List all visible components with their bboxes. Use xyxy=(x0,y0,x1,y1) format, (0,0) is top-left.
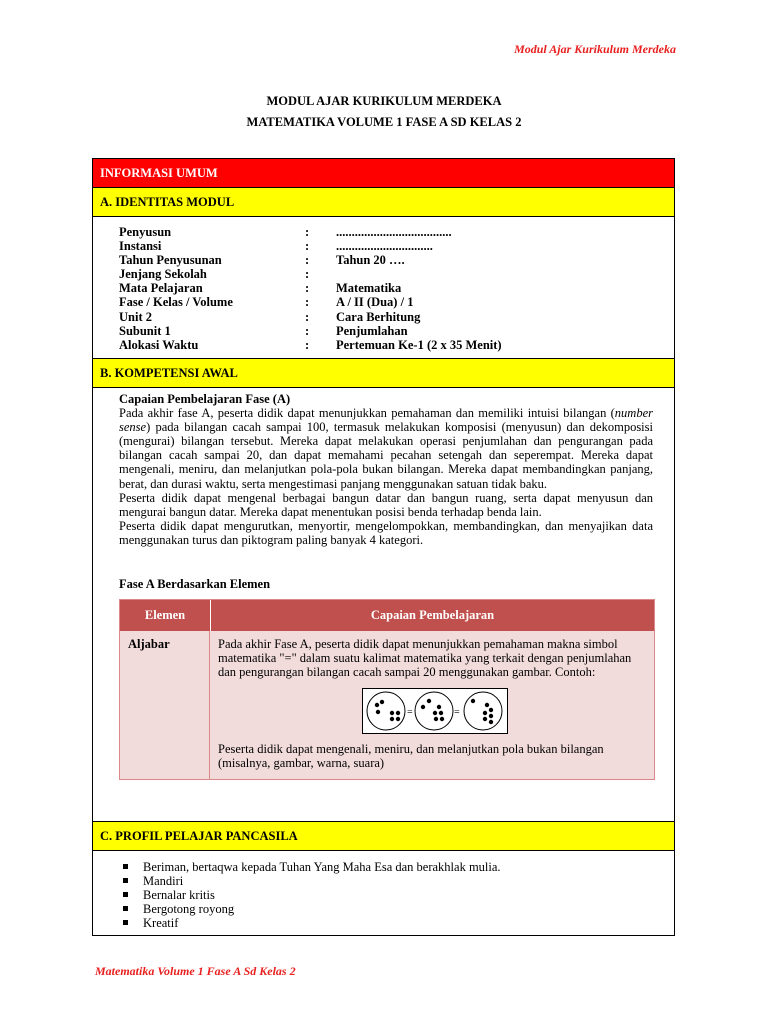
identitas-value: ..................................... xyxy=(336,225,452,239)
list-item: Bergotong royong xyxy=(119,902,501,916)
identitas-colon: : xyxy=(305,295,310,310)
identitas-row xyxy=(119,267,502,281)
capaian-paragraph: Peserta didik dapat mengurutkan, menyortir, mengelompokkan, membandingkan, dan menyajikan data menggunakan turus dan piktogram paling banyak 4 kategori. xyxy=(119,518,653,547)
dot-group-circle xyxy=(367,692,405,730)
list-item: Mandiri xyxy=(119,874,501,888)
dot xyxy=(396,717,400,721)
capaian-section xyxy=(119,392,653,547)
identitas-label: Subunit 1 xyxy=(119,323,171,338)
capaian-heading: Capaian Pembelajaran Fase (A) xyxy=(119,392,291,406)
identitas-row xyxy=(119,324,502,338)
dot xyxy=(380,700,384,704)
identitas-label: Jenjang Sekolah xyxy=(119,267,207,282)
fase-heading: Fase A Berdasarkan Elemen xyxy=(119,577,271,591)
identitas-label: Tahun Penyusunan xyxy=(119,253,222,268)
dot xyxy=(433,711,437,715)
list-item: Bernalar kritis xyxy=(119,888,501,902)
module-info-box xyxy=(92,158,675,936)
identitas-colon: : xyxy=(305,281,310,296)
identitas-value: Cara Berhitung xyxy=(336,309,421,324)
table-header-elemen: Elemen xyxy=(120,600,211,631)
elemen-table xyxy=(119,599,655,780)
dot xyxy=(437,705,441,709)
list-item: Beriman, bertaqwa kepada Tuhan Yang Maha Esa dan berakhlak mulia. xyxy=(119,860,501,874)
dot xyxy=(390,711,394,715)
dot xyxy=(483,711,487,715)
capaian-paragraph: Peserta didik dapat mengenal berbagai bangun datar dan bangun ruang, serta dapat menyusun dan mengurai bangun datar. Mereka dapat menentukan posisi benda terhadap benda lain. xyxy=(119,490,653,519)
identitas-label: Penyusun xyxy=(119,225,172,239)
identitas-colon: : xyxy=(305,267,310,282)
identitas-row xyxy=(119,338,502,352)
identitas-value: ............................... xyxy=(336,239,433,254)
dot xyxy=(489,708,493,712)
equals-sign: = xyxy=(454,707,460,719)
identitas-value: Matematika xyxy=(336,281,402,296)
table-header-capaian: Capaian Pembelajaran xyxy=(370,608,495,622)
dot xyxy=(375,703,379,707)
section-a-heading: A. IDENTITAS MODUL xyxy=(93,188,674,217)
dot xyxy=(434,717,438,721)
identitas-list xyxy=(119,225,502,352)
document-title: MODUL AJAR KURIKULUM MERDEKA xyxy=(266,94,502,108)
identitas-colon: : xyxy=(305,239,310,254)
identitas-label: Fase / Kelas / Volume xyxy=(119,295,233,310)
identitas-value: Pertemuan Ke-1 (2 x 35 Menit) xyxy=(336,337,502,352)
identitas-colon: : xyxy=(305,323,310,338)
identitas-colon: : xyxy=(305,309,310,324)
capaian-text: ) pada bilangan cacah sampai 100, termasuk melakukan komposisi (menyusun) dan dekomposisi (mengurai) bilangan tersebut. Mereka dapat melakukan operasi penjumlahan dan pengurangan pada bilangan cacah sampai 20, dan dapat memahami pecahan setengah dan seperempat. Mereka dapat mengenali, meniru, dan melanjutkan pola-pola bukan bilangan. Mereka dapat membandingkan panjang, berat, dan durasi waktu, serta mengestimasi panjang menggunakan satuan tidak baku. xyxy=(119,420,653,491)
dot xyxy=(427,699,431,703)
dot xyxy=(439,711,443,715)
identitas-label: Unit 2 xyxy=(119,309,152,324)
document-subtitle: MATEMATIKA VOLUME 1 FASE A SD KELAS 2 xyxy=(246,115,522,129)
dot xyxy=(471,699,475,703)
equality-diagram xyxy=(362,688,508,734)
equals-sign: = xyxy=(407,707,413,719)
dot xyxy=(483,717,487,721)
section-c-heading: C. PROFIL PELAJAR PANCASILA xyxy=(93,821,674,851)
running-header: Modul Ajar Kurikulum Merdeka xyxy=(514,42,676,56)
identitas-row xyxy=(119,310,502,324)
list-item: Kreatif xyxy=(119,916,501,930)
identitas-value: Penjumlahan xyxy=(336,323,408,338)
dot xyxy=(376,710,380,714)
capaian-term: number sense xyxy=(119,406,653,435)
identitas-row xyxy=(119,239,502,253)
info-umum-bar: INFORMASI UMUM xyxy=(93,159,674,188)
dot xyxy=(489,720,493,724)
identitas-row xyxy=(119,253,502,267)
identitas-colon: : xyxy=(305,253,310,268)
identitas-row xyxy=(119,281,502,295)
identitas-label: Alokasi Waktu xyxy=(119,337,199,352)
table-cell-elemen: Aljabar xyxy=(120,631,210,779)
capaian-text: Peserta didik dapat mengenali, meniru, dan melanjutkan pola bukan bilangan (misalnya, gambar, warna, suara) xyxy=(218,742,604,771)
identitas-label: Instansi xyxy=(119,239,162,254)
running-footer: Matematika Volume 1 Fase A Sd Kelas 2 xyxy=(95,964,296,978)
identitas-row xyxy=(119,295,502,309)
capaian-paragraph xyxy=(119,406,653,491)
dot-group-circle xyxy=(464,692,502,730)
capaian-text: Pada akhir Fase A, peserta didik dapat menunjukkan pemahaman makna simbol matematika "=" dalam suatu kalimat matematika yang terkait dengan penjumlahan dan pengurangan bilangan cacah sampai 20 menggunakan gambar. Contoh: xyxy=(218,637,632,680)
identitas-label: Mata Pelajaran xyxy=(119,281,203,296)
dot xyxy=(421,705,425,709)
dot xyxy=(440,717,444,721)
dot xyxy=(396,711,400,715)
dot xyxy=(485,703,489,707)
table-header-row xyxy=(120,600,654,631)
dot xyxy=(489,714,493,718)
section-b-heading: B. KOMPETENSI AWAL xyxy=(93,358,674,388)
identitas-value: Tahun 20 …. xyxy=(336,253,405,268)
dot-group-circle xyxy=(415,692,453,730)
table-row xyxy=(120,631,654,779)
dot xyxy=(390,717,394,721)
identitas-value: A / II (Dua) / 1 xyxy=(336,295,414,310)
profil-list xyxy=(119,860,501,930)
table-cell-capaian xyxy=(210,631,654,779)
identitas-row xyxy=(119,225,502,239)
identitas-colon: : xyxy=(305,225,310,239)
capaian-text: Pada akhir fase A, peserta didik dapat menunjukkan pemahaman dan memiliki intuisi bilangan ( xyxy=(119,406,615,421)
equality-diagram-svg xyxy=(363,689,507,733)
identitas-colon: : xyxy=(305,337,310,352)
